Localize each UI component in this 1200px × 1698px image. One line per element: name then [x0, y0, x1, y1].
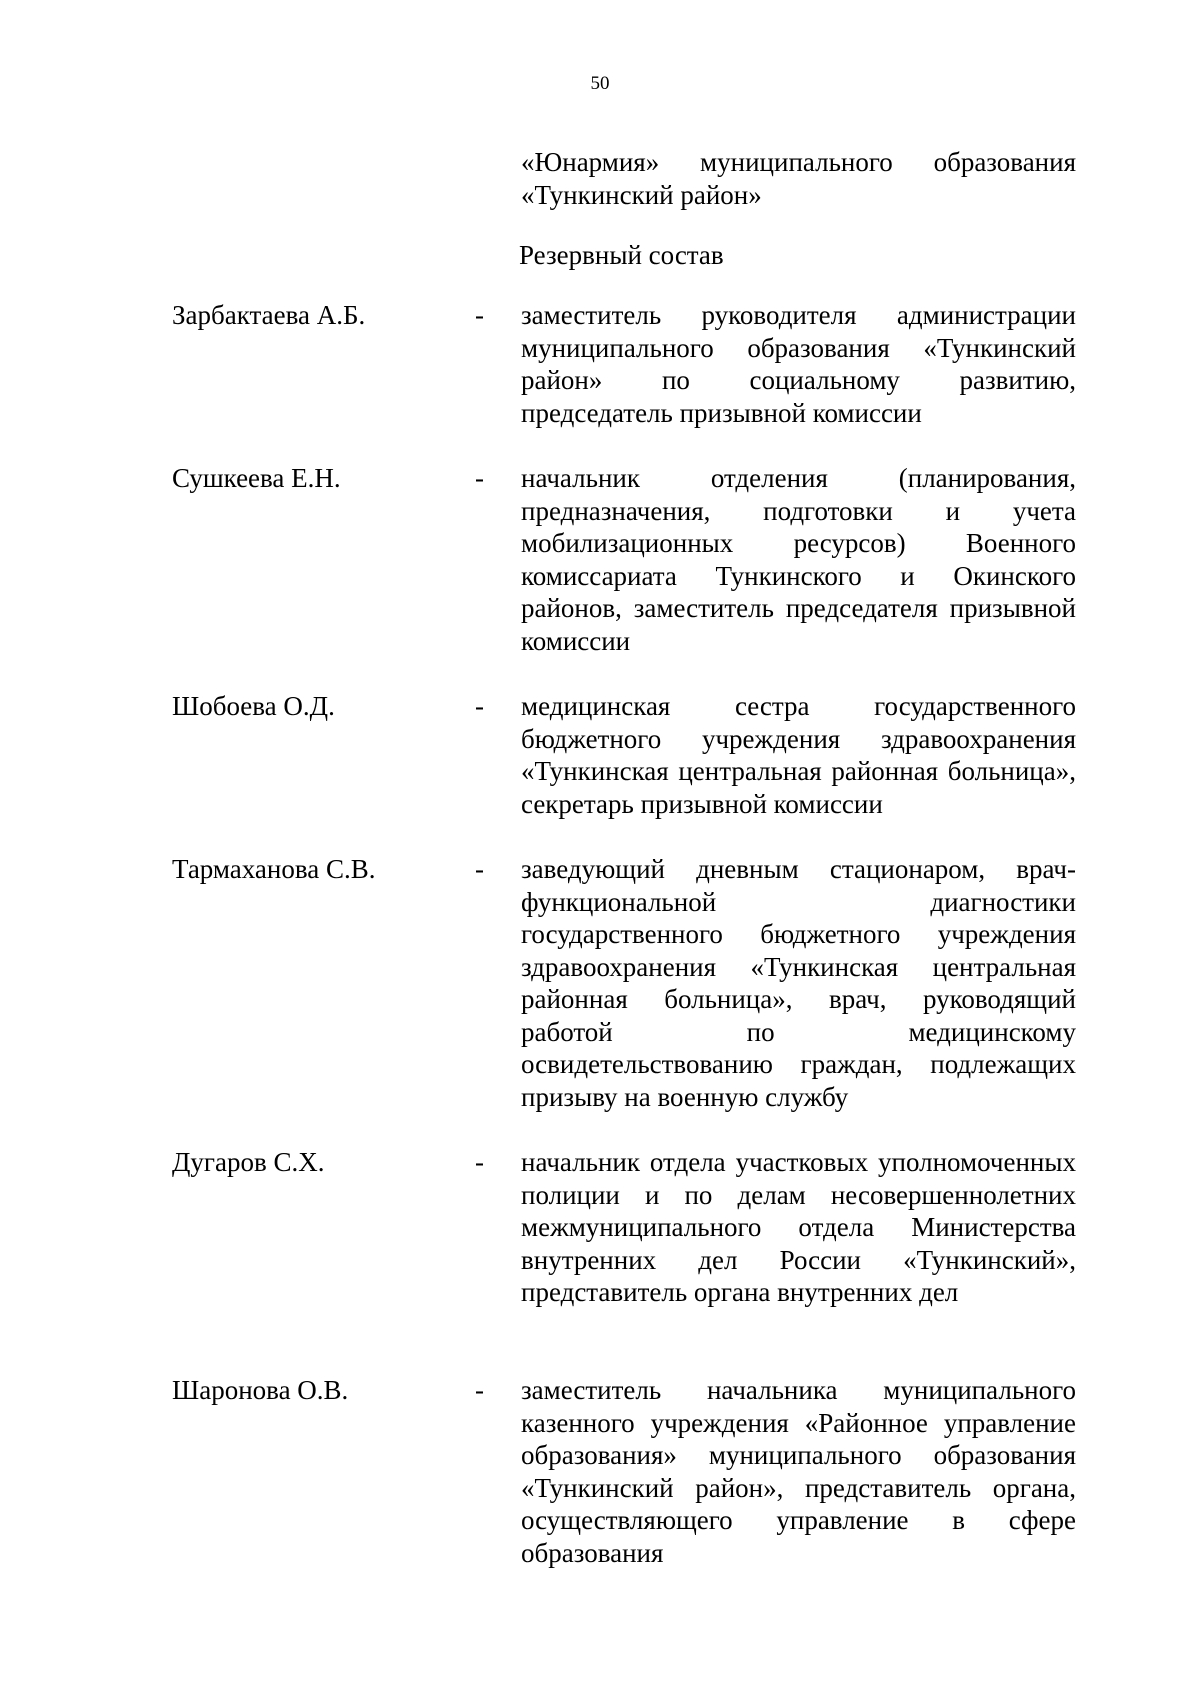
member-dash: - — [475, 691, 484, 721]
member-name: Тармаханова С.В. — [172, 854, 376, 884]
member-dash: - — [475, 1147, 484, 1177]
member-name: Шаронова О.В. — [172, 1375, 349, 1405]
member-name: Зарбактаева А.Б. — [172, 300, 366, 330]
member-description: заведующий дневным стационаром, врач-функциональной диагностики государственного бюджетного учреждения здравоохранения «Тункинская центральная районная больница», врач, руководящий работой по медицинскому освидетельствованию граждан, подлежащих призыву на военную службу — [521, 854, 1076, 1112]
member-dash: - — [475, 854, 484, 884]
member-description: начальник отделения (планирования, предназначения, подготовки и учета мобилизационных ресурсов) Военного комиссариата Тункинского и Окинского районов, заместитель председателя призывной комиссии — [521, 463, 1076, 656]
member-description: заместитель начальника муниципального казенного учреждения «Районное управление образования» муниципального образования «Тункинский район», представитель органа, осуществляющего управление в сфере образования — [521, 1375, 1076, 1568]
member-description: начальник отдела участковых уполномоченных полиции и по делам несовершеннолетних межмуниципального отдела Министерства внутренних дел России «Тункинский», представитель органа внутренних дел — [521, 1147, 1076, 1307]
member-description: заместитель руководителя администрации муниципального образования «Тункинский район» по социальному развитию, председатель призывной комиссии — [521, 300, 1076, 428]
member-dash: - — [475, 300, 484, 330]
reserve-heading: Резервный состав — [519, 240, 724, 270]
intro-text: «Юнармия» муниципального образования «Тункинский район» — [521, 147, 1076, 210]
page-number: 50 — [590, 73, 610, 94]
member-description: медицинская сестра государственного бюджетного учреждения здравоохранения «Тункинская центральная районная больница», секретарь призывной комиссии — [521, 691, 1076, 819]
member-name: Дугаров С.Х. — [172, 1147, 325, 1177]
member-name: Шобоева О.Д. — [172, 691, 335, 721]
member-dash: - — [475, 463, 484, 493]
member-dash: - — [475, 1375, 484, 1405]
member-name: Сушкеева Е.Н. — [172, 463, 341, 493]
